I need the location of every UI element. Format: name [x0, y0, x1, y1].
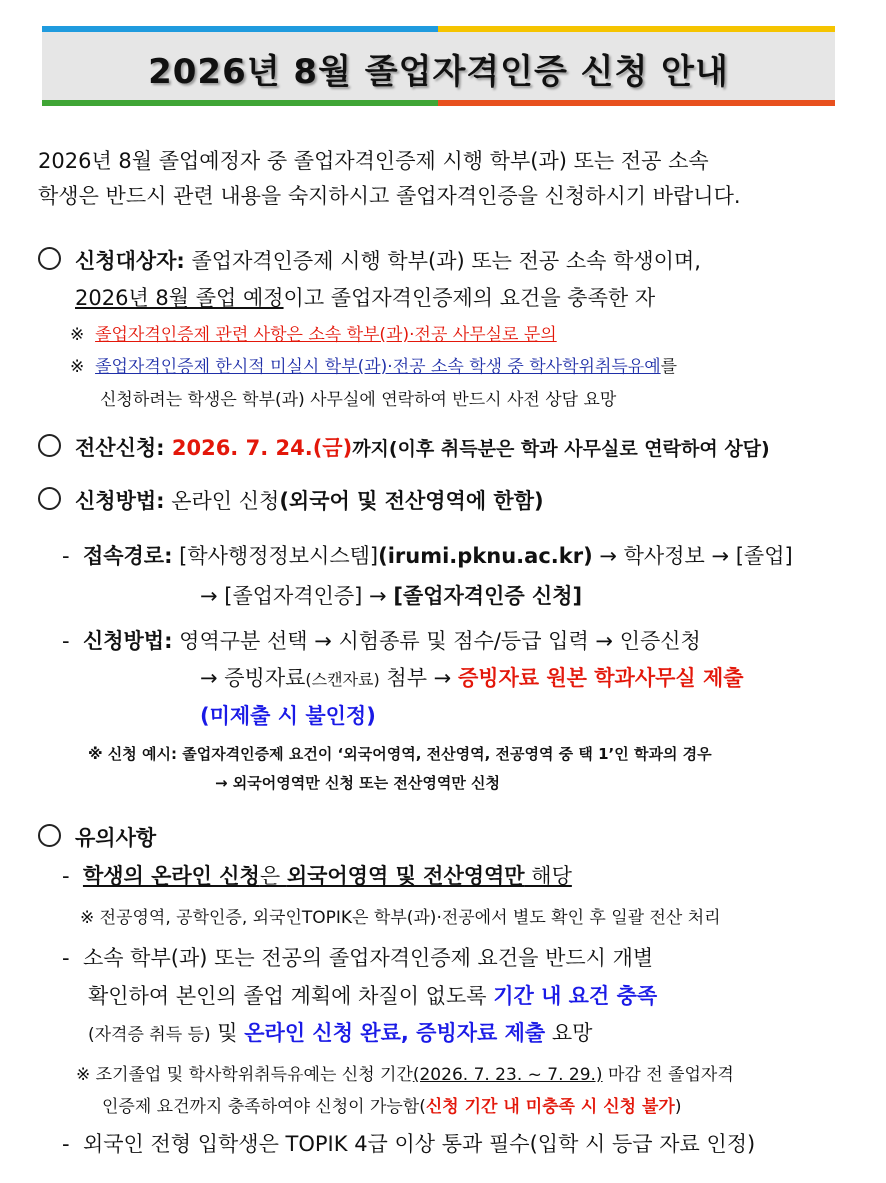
- notes-line-4: [62, 1128, 755, 1158]
- notes-not-allowed: 신청 기간 내 미충족 시 신청 불가: [425, 1097, 675, 1117]
- method-scope: (외국어 및 전산영역에 한함): [279, 489, 544, 513]
- notes-text: 은: [259, 864, 287, 888]
- notes-sub-2e: ): [674, 1097, 682, 1117]
- route-label: 접속경로:: [82, 544, 173, 568]
- dash: -: [62, 864, 70, 888]
- route-text-3: → [졸업자격인증] →: [200, 584, 394, 608]
- notes-2-text-3d: 요망: [545, 1021, 593, 1045]
- target-text-2: 이고 졸업자격인증제의 요건을 충족한 자: [283, 286, 656, 310]
- notes-2-text-2: 확인하여 본인의 졸업 계획에 차질이 없도록: [88, 984, 494, 1008]
- apply-warning: (미제출 시 불인정): [200, 704, 376, 728]
- notes-line-2b: [88, 980, 657, 1010]
- intro-line-2: 학생은 반드시 관련 내용을 숙지하시고 졸업자격인증을 신청하시기 바랍니다.: [38, 184, 741, 208]
- title-banner: [42, 26, 835, 106]
- notes-line-2c: [88, 1017, 592, 1047]
- method-example-2: → 외국어영역만 신청 또는 전산영역만 신청: [215, 774, 501, 792]
- notes-text-end: 해당: [524, 864, 572, 888]
- intro-line-1: 2026년 8월 졸업예정자 중 졸업자격인증제 시행 학부(과) 또는 전공 소속: [38, 149, 709, 173]
- notes-2-requirement: 기간 내 요건 충족: [493, 984, 658, 1008]
- target-text-1: 졸업자격인증제 시행 학부(과) 또는 전공 소속 학생이며,: [184, 249, 701, 273]
- notes-2-text-3b: 및: [210, 1021, 245, 1045]
- notes-2-text-3a: (자격증 취득 등): [88, 1025, 211, 1045]
- apply-text-1: 영역구분 선택 → 시험종류 및 점수/등급 입력 → 인증신청: [172, 629, 701, 653]
- target-note-1-text: 졸업자격인증제 관련 사항은 소속 학부(과)·전공 사무실로 문의: [95, 325, 557, 345]
- notes-sub-2a: ※ 조기졸업 및 학사학위취득유예는 신청 기간: [76, 1065, 413, 1085]
- notes-2-complete: 온라인 신청 완료, 증빙자료 제출: [244, 1021, 546, 1045]
- circle-bullet-icon: [38, 247, 61, 270]
- circle-bullet-icon: [38, 434, 61, 457]
- target-note-2: [70, 352, 677, 377]
- circle-bullet-icon: [38, 824, 61, 847]
- page-title: 2026년 8월 졸업자격인증 신청 안내: [148, 52, 729, 92]
- dash: -: [62, 1132, 70, 1156]
- target-note-1: [70, 320, 557, 345]
- apply-text-2a: → 증빙자료: [200, 666, 306, 690]
- notes-line-2: [62, 942, 653, 972]
- notes-scope: 외국어영역 및 전산영역만: [286, 864, 525, 888]
- deadline-label: 전산신청:: [75, 436, 165, 460]
- method-example-1: ※ 신청 예시: 졸업자격인증제 요건이 ‘외국어영역, 전산영역, 전공영역 중 택 1’인 학과의 경우: [88, 745, 712, 763]
- route-final-step: [졸업자격인증 신청]: [393, 584, 583, 608]
- method-label: 신청방법:: [75, 489, 165, 513]
- target-note-2-text: 졸업자격인증제 한시적 미실시 학부(과)·전공 소속 학생 중 학사학위취득유예: [95, 357, 661, 377]
- circle-bullet-icon: [38, 487, 61, 510]
- apply-line-2: [200, 662, 744, 692]
- notes-4-text: 외국인 전형 입학생은 TOPIK 4급 이상 통과 필수(입학 시 등급 자료 인정): [82, 1132, 756, 1156]
- notes-sub-2c: 마감 전 졸업자격: [602, 1065, 734, 1085]
- dash: -: [62, 544, 70, 568]
- deadline-text: 까지(이후 취득분은 학과 사무실로 연락하여 상담): [352, 438, 770, 460]
- notes-online-apply: 학생의 온라인 신청: [82, 864, 260, 888]
- notes-sub-2-line-2: [102, 1092, 681, 1117]
- route-line-1: [62, 540, 793, 570]
- notes-line-1: [62, 860, 572, 890]
- dash: -: [62, 946, 70, 970]
- apply-submit-original: 증빙자료 원본 학과사무실 제출: [457, 666, 744, 690]
- banner-bar-green: [42, 100, 438, 106]
- method-text: 온라인 신청: [164, 489, 280, 513]
- notes-2-text-1: 소속 학부(과) 또는 전공의 졸업자격인증제 요건을 반드시 개별: [82, 946, 654, 970]
- note-mark: ※: [70, 357, 85, 377]
- apply-text-2b: (스캔자료): [305, 670, 380, 689]
- dash: -: [62, 629, 70, 653]
- deadline-date: 2026. 7. 24.(금): [164, 436, 353, 460]
- notes-label: 유의사항: [75, 826, 157, 850]
- route-url: (irumi.pknu.ac.kr): [378, 544, 593, 568]
- notes-sub-2d: 인증제 요건까지 충족하여야 신청이 가능함(: [102, 1097, 426, 1117]
- route-text-1: [학사행정정보시스템]: [172, 544, 379, 568]
- target-note-2-line-2: 신청하려는 학생은 학부(과) 사무실에 연락하여 반드시 사전 상담 요망: [100, 390, 617, 410]
- target-graduation-date: 2026년 8월 졸업 예정: [75, 286, 284, 310]
- apply-label: 신청방법:: [82, 629, 173, 653]
- section-method: [38, 485, 544, 515]
- section-target: [38, 245, 701, 275]
- route-line-2: [200, 580, 582, 610]
- notes-sub-1: ※ 전공영역, 공학인증, 외국인TOPIK은 학부(과)·전공에서 별도 확인 후 일괄 전산 처리: [80, 908, 721, 928]
- target-label: 신청대상자:: [75, 249, 185, 273]
- route-text-2: → 학사정보 → [졸업]: [592, 544, 793, 568]
- notes-period: (2026. 7. 23. ~ 7. 29.): [412, 1065, 603, 1085]
- section-notes: [38, 822, 156, 852]
- target-line-2: [75, 282, 655, 312]
- notes-sub-2: [76, 1060, 734, 1085]
- section-deadline: [38, 432, 770, 462]
- apply-line-1: [62, 625, 701, 655]
- target-note-2-suffix: 를: [660, 357, 678, 377]
- banner-bar-orange: [438, 100, 835, 106]
- apply-text-2c: 첨부 →: [379, 666, 458, 690]
- note-mark: ※: [70, 325, 85, 345]
